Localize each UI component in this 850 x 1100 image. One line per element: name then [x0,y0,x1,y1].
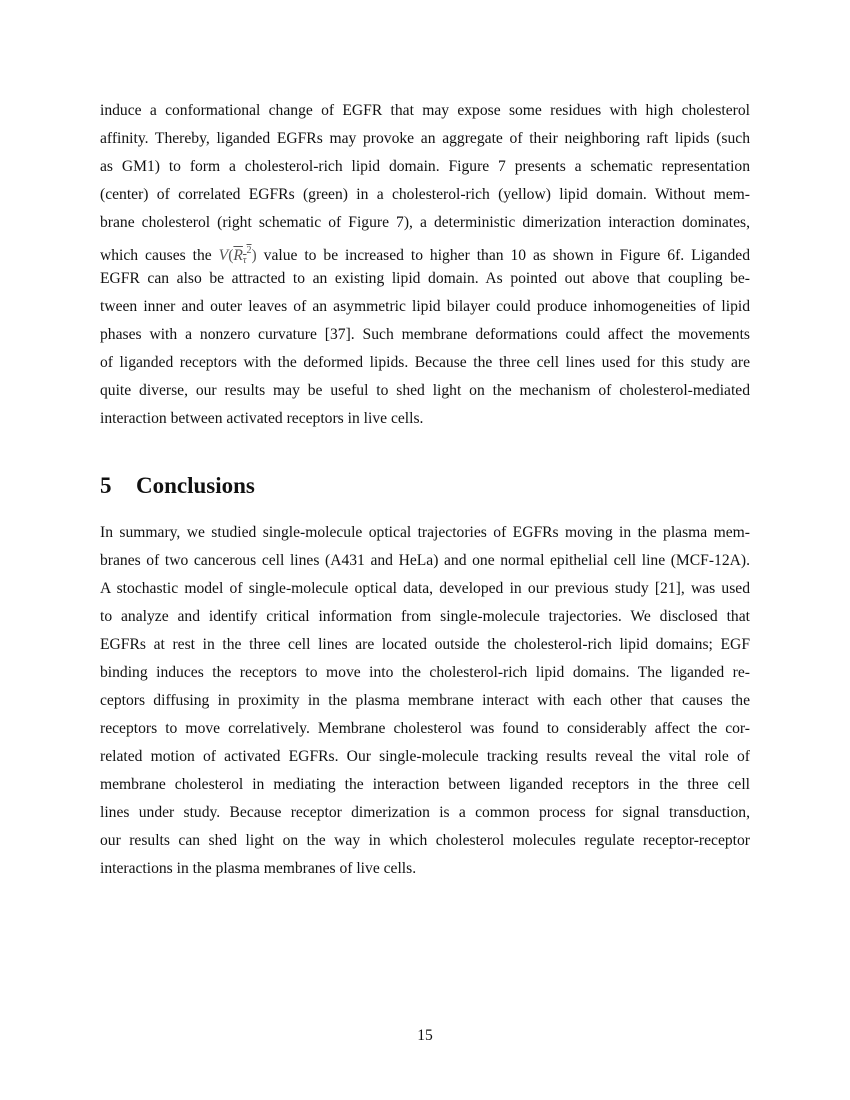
text-line: as GM1) to form a cholesterol-rich lipid domain. Figure 7 presents a schematic representation [100,158,750,175]
text-line: In summary, we studied single-molecule optical trajectories of EGFRs moving in the plasma mem- [100,524,750,541]
text-line: induce a conformational change of EGFR that may expose some residues with high cholesterol [100,102,750,119]
math-paren-open: ( [228,247,234,264]
text-line: quite diverse, our results may be useful to shed light on the mechanism of cholesterol-mediated [100,382,750,399]
text-line: ceptors diffusing in proximity in the plasma membrane interact with each other that causes the [100,692,750,709]
text-line-last: interaction between activated receptors in live cells. [100,410,424,427]
text-line: related motion of activated EGFRs. Our single-molecule tracking results reveal the vital role of [100,748,750,765]
variance-formula [219,247,257,264]
text-line: phases with a nonzero curvature [37]. Such membrane deformations could affect the movements [100,326,750,343]
text-fragment: value to be increased to higher than 10 as shown in Figure 6f. Liganded [256,247,750,264]
text-line-with-math [100,241,750,266]
text-line: our results can shed light on the way in which cholesterol molecules regulate receptor-receptor [100,832,750,849]
math-symbol-v: V [218,247,229,264]
text-line: brane cholesterol (right schematic of Figure 7), a deterministic dimerization interaction dominates, [100,214,750,231]
text-line: EGFRs at rest in the three cell lines are located outside the cholesterol-rich lipid domains; EGF [100,636,750,653]
text-line: of liganded receptors with the deformed lipids. Because the three cell lines used for this study are [100,354,750,371]
text-line: A stochastic model of single-molecule optical data, developed in our previous study [21], was used [100,580,750,597]
section-heading [100,471,255,501]
text-line: EGFR can also be attracted to an existing lipid domain. As pointed out above that coupling be- [100,270,750,287]
math-subscript-tau: τ [242,255,247,266]
text-line: lines under study. Because receptor dimerization is a common process for signal transduction, [100,804,750,821]
text-fragment: which causes the [100,247,219,264]
page-number: 15 [417,1027,433,1044]
text-line-last: interactions in the plasma membranes of live cells. [100,860,417,877]
math-superscript-2: 2 [246,245,252,256]
text-line: branes of two cancerous cell lines (A431 and HeLa) and one normal epithelial cell line (MCF-12A). [100,552,750,569]
section-title: Conclusions [136,473,255,498]
math-symbol-r: R [233,247,243,264]
text-line: to analyze and identify critical information from single-molecule trajectories. We disclosed that [100,608,750,625]
text-line: tween inner and outer leaves of an asymmetric lipid bilayer could produce inhomogeneities of lipid [100,298,750,315]
section-number: 5 [100,473,112,498]
text-line: receptors to move correlatively. Membrane cholesterol was found to considerably affect the cor- [100,720,750,737]
math-paren-close: ) [251,247,257,264]
text-line: binding induces the receptors to move into the cholesterol-rich lipid domains. The liganded re- [100,664,750,681]
text-line: affinity. Thereby, liganded EGFRs may provoke an aggregate of their neighboring raft lipids (such [100,130,750,147]
text-line: membrane cholesterol in mediating the interaction between liganded receptors in the three cell [100,776,750,793]
text-line: (center) of correlated EGFRs (green) in a cholesterol-rich (yellow) lipid domain. Without mem- [100,186,750,203]
math-r-bar [233,247,251,264]
